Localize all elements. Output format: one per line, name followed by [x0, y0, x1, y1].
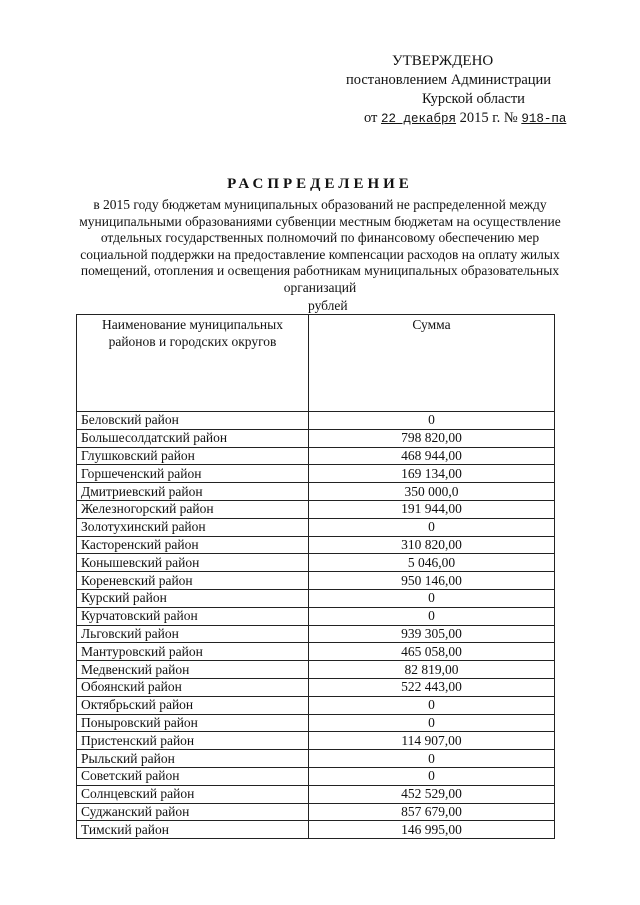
district-name: Касторенский район: [77, 536, 309, 554]
table-row: [77, 518, 555, 536]
table-row: [77, 625, 555, 643]
district-amount: 0: [309, 589, 555, 607]
approval-prefix: от: [364, 110, 378, 126]
district-name: Глушковский район: [77, 447, 309, 465]
approval-heading: УТВЕРЖДЕНО: [392, 53, 494, 69]
district-name: Дмитриевский район: [77, 483, 309, 501]
table-row: [77, 696, 555, 714]
table-row: [77, 732, 555, 750]
district-name: Большесолдатский район: [77, 429, 309, 447]
table-body: [77, 412, 555, 839]
table-row: [77, 750, 555, 768]
district-amount: 0: [309, 412, 555, 430]
district-name: Солнцевский район: [77, 785, 309, 803]
district-name: Пристенский район: [77, 732, 309, 750]
district-amount: 0: [309, 714, 555, 732]
district-amount: 950 146,00: [309, 572, 555, 590]
district-name: Рыльский район: [77, 750, 309, 768]
district-amount: 169 134,00: [309, 465, 555, 483]
table-row: [77, 554, 555, 572]
district-name: Железногорский район: [77, 500, 309, 518]
district-name: Золотухинский район: [77, 518, 309, 536]
approval-region-line: Курской области: [422, 91, 525, 107]
unit-label: рублей: [308, 298, 348, 313]
document-subtitle: в 2015 году бюджетам муниципальных образований не распределенной между муниципальными образованиями субвенции местным бюджетам на осуществление отдельных государственных полномочий по финансовому обеспечению мер социальной поддержки на предоставление компенсации расходов на оплату жилых помещений, отопления и освещения работникам муниципальных образовательных организаций: [79, 197, 561, 295]
table-row: [77, 500, 555, 518]
district-amount: 452 529,00: [309, 785, 555, 803]
district-amount: 82 819,00: [309, 661, 555, 679]
table-header-row: [77, 315, 555, 412]
district-amount: 0: [309, 518, 555, 536]
district-amount: 0: [309, 696, 555, 714]
district-name: Конышевский район: [77, 554, 309, 572]
table-row: [77, 714, 555, 732]
table-row: [77, 589, 555, 607]
district-amount: 310 820,00: [309, 536, 555, 554]
district-name: Поныровский район: [77, 714, 309, 732]
approval-stamp: [340, 52, 600, 129]
district-name: Тимский район: [77, 821, 309, 839]
table-row: [77, 465, 555, 483]
district-name: Суджанский район: [77, 803, 309, 821]
district-amount: 857 679,00: [309, 803, 555, 821]
district-name: Обоянский район: [77, 678, 309, 696]
allocation-table: [76, 314, 555, 839]
table-row: [77, 536, 555, 554]
district-amount: 798 820,00: [309, 429, 555, 447]
header-name: Наименование муниципальных районов и городских округов: [77, 315, 309, 412]
district-amount: 350 000,0: [309, 483, 555, 501]
table-row: [77, 607, 555, 625]
table-row: [77, 821, 555, 839]
approval-date-line: [340, 109, 600, 129]
district-amount: 522 443,00: [309, 678, 555, 696]
district-amount: 939 305,00: [309, 625, 555, 643]
header-sum: Сумма: [309, 315, 555, 412]
table-row: [77, 767, 555, 785]
district-name: Беловский район: [77, 412, 309, 430]
approval-date: 22 декабря: [381, 112, 457, 126]
district-name: Октябрьский район: [77, 696, 309, 714]
table-row: [77, 643, 555, 661]
district-name: Курчатовский район: [77, 607, 309, 625]
district-amount: 0: [309, 607, 555, 625]
table-row: [77, 785, 555, 803]
approval-year-number-label: 2015 г. №: [459, 110, 518, 126]
table-row: [77, 572, 555, 590]
district-amount: 468 944,00: [309, 447, 555, 465]
table-row: [77, 803, 555, 821]
district-amount: 0: [309, 750, 555, 768]
district-name: Советский район: [77, 767, 309, 785]
district-name: Мантуровский район: [77, 643, 309, 661]
district-amount: 0: [309, 767, 555, 785]
district-name: Льговский район: [77, 625, 309, 643]
table-row: [77, 678, 555, 696]
district-amount: 114 907,00: [309, 732, 555, 750]
table-row: [77, 429, 555, 447]
approval-number: 918-па: [521, 112, 567, 126]
district-amount: 465 058,00: [309, 643, 555, 661]
district-amount: 146 995,00: [309, 821, 555, 839]
district-name: Курский район: [77, 589, 309, 607]
district-amount: 191 944,00: [309, 500, 555, 518]
table-row: [77, 661, 555, 679]
district-name: Горшеченский район: [77, 465, 309, 483]
approval-resolution-line: постановлением Администрации: [346, 72, 552, 88]
table-row: [77, 483, 555, 501]
table-row: [77, 447, 555, 465]
district-name: Кореневский район: [77, 572, 309, 590]
district-name: Медвенский район: [77, 661, 309, 679]
district-amount: 5 046,00: [309, 554, 555, 572]
document-title: РАСПРЕДЕЛЕНИЕ: [227, 176, 413, 192]
table-row: [77, 412, 555, 430]
